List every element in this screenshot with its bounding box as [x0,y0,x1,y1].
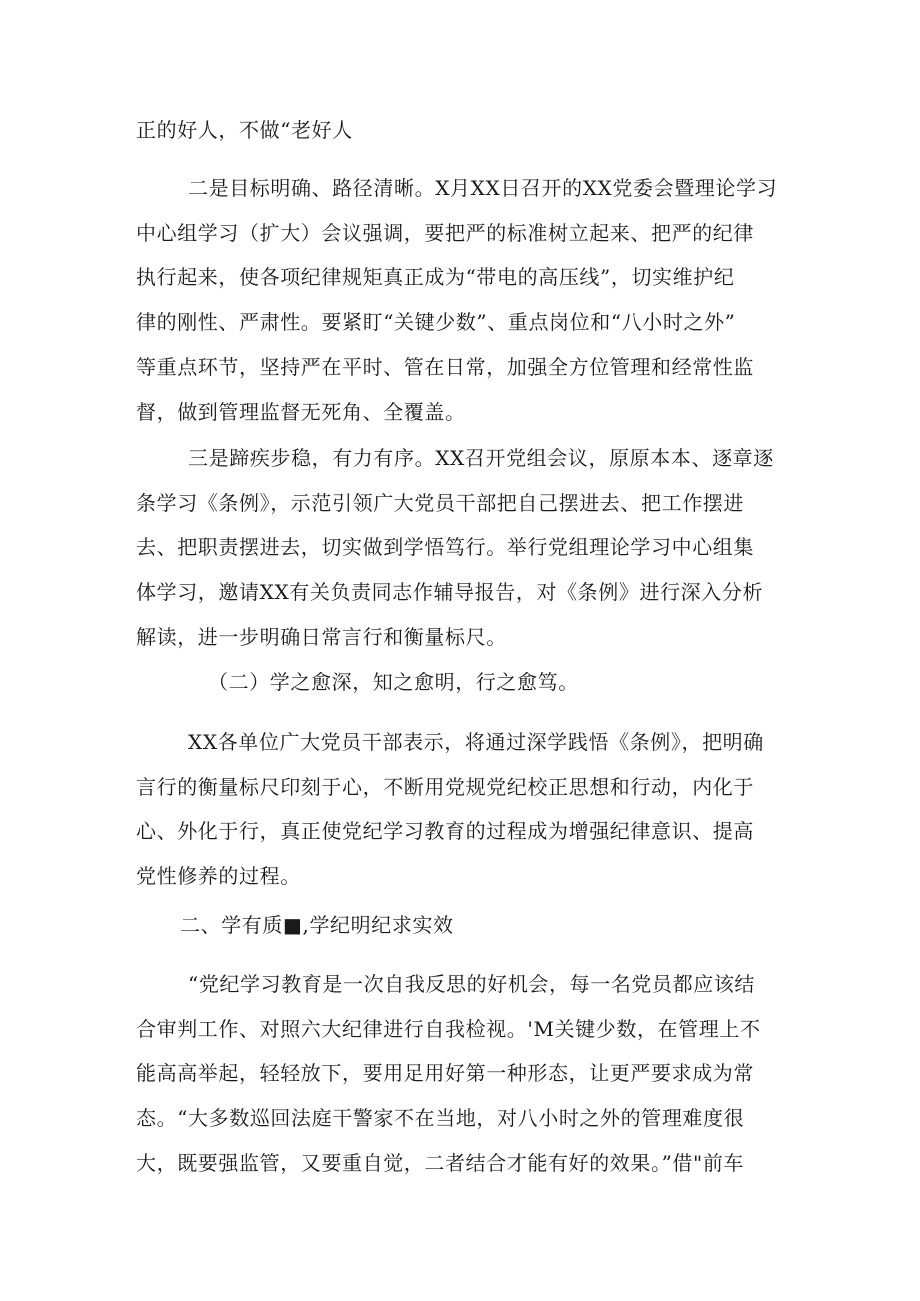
paragraph-goal-clear [136,166,796,434]
text-line: XX各单位广大党员干部表示，将通过深学践悟《条例》，把明确 [188,730,764,754]
section-heading-two [136,903,796,948]
text-line: 能高高举起，轻轻放下，要用足用好第一种形态，让更严要求成为常 [136,1061,754,1086]
subheading-two [136,660,796,705]
text-line: 律的刚性、严肃性。要紧盯“关键少数”、重点岗位和“八小时之外” [136,310,736,335]
text-line: 体学习，邀请XX有关负责同志作辅导报告，对《条例》进行深入分析 [136,580,764,605]
text-line: “党纪学习教育是一次自我反思的好机会，每一名党员都应该结 [188,972,756,996]
text-line: 等重点环节，坚持严在平时、管在日常，加强全方位管理和经常性监 [136,354,754,379]
text-line: 正的好人，不做“老好人 [136,118,353,142]
text-line: 态。“大多数巡回法庭干警家不在当地，对八小时之外的管理难度很 [136,1106,745,1131]
text-line: 中心组学习（扩大）会议强调，要把严的标准树立起来、把严的纪律 [136,220,754,245]
text-line: 条学习《条例》，示范引领广大党员干部把自己摆进去、把工作摆进 [136,490,744,515]
text-line: 心、外化于行，真正使党纪学习教育的过程成为增强纪律意识、提高 [136,819,754,844]
text-line: 二是目标明确、路径清晰。X月XX日召开的XX党委会暨理论学习 [188,176,778,200]
paragraph-quote [136,962,796,1186]
text-line: 解读，进一步明确日常言行和衡量标尺。 [136,624,507,649]
text-line: 二、学有质■,学纪明纪求实效 [180,913,454,937]
paragraph-steady-progress [136,436,796,660]
text-line: 执行起来，使各项纪律规矩真正成为“带电的高压线”，切实维护纪 [136,265,735,290]
text-line: 党性修养的过程。 [136,864,301,889]
text-line: 合审判工作、对照六大纪律进行自我检视。'M关键少数，在管理上不 [136,1016,761,1041]
text-line: 言行的衡量标尺印刻于心，不断用党规党纪校正思想和行动，内化于 [136,774,754,799]
text-line: 去、把职责摆进去，切实做到学悟笃行。举行党组理论学习中心组集 [136,535,754,560]
paragraph-party-members [136,720,796,899]
text-line: 大，既要强监管，又要重自觉，二者结合才能有好的效果。”借"前车 [136,1150,745,1175]
text-line: （二）学之愈深，知之愈明，行之愈笃。 [208,670,579,694]
text-line: 三是蹄疾步稳，有力有序。XX召开党组会议，原原本本、逐章逐 [188,446,774,470]
text-line: 督，做到管理监督无死角、全覆盖。 [136,399,466,424]
paragraph-continuation [136,108,796,153]
